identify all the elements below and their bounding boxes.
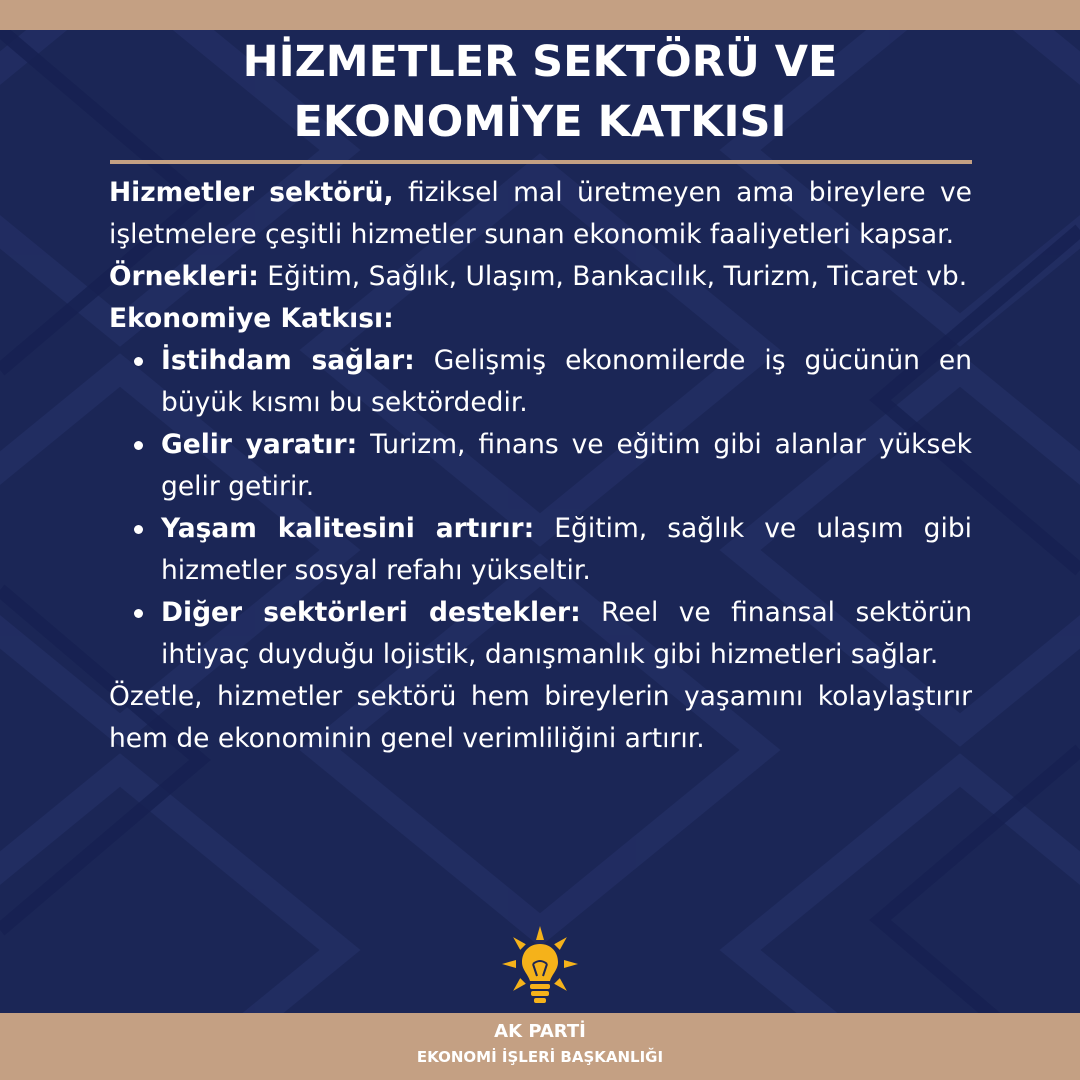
content-body xyxy=(109,172,972,760)
top-accent-bar xyxy=(0,0,1080,30)
list-item xyxy=(161,424,972,508)
footer-subtitle: EKONOMİ İŞLERİ BAŞKANLIĞI xyxy=(416,1048,664,1066)
list-item-bold: Diğer sektörleri destekler: xyxy=(161,597,581,628)
title-divider xyxy=(110,160,972,164)
list-item xyxy=(161,592,972,676)
footer-title: AK PARTİ xyxy=(494,1021,586,1042)
list-item xyxy=(161,508,972,592)
list-item-text: Eğitim, sağlık ve ulaşım gibi hizmetler sosyal refahı yükseltir. xyxy=(161,513,973,586)
intro-paragraph xyxy=(109,172,972,256)
footer-bar xyxy=(0,1013,1080,1080)
list-item-text: Turizm, finans ve eğitim gibi alanlar yüksek gelir getirir. xyxy=(161,429,972,502)
list-item-text: Gelişmiş ekonomilerde iş gücünün en büyük kısmı bu sektördedir. xyxy=(161,345,972,418)
examples-bold: Örnekleri: xyxy=(109,261,259,292)
contribution-heading: Ekonomiye Katkısı: xyxy=(109,303,394,334)
lightbulb-icon xyxy=(497,924,583,1010)
list-item-bold: İstihdam sağlar: xyxy=(161,345,415,376)
examples-text: Eğitim, Sağlık, Ulaşım, Bankacılık, Turizm, Ticaret vb. xyxy=(258,261,968,292)
page-title xyxy=(0,32,1080,152)
list-item-text: Reel ve finansal sektörün ihtiyaç duyduğu lojistik, danışmanlık gibi hizmetleri sağlar. xyxy=(161,597,972,670)
list-item-bold: Gelir yaratır: xyxy=(161,429,358,460)
list-item xyxy=(161,340,972,424)
list-item-bold: Yaşam kalitesini artırır: xyxy=(161,513,535,544)
intro-bold: Hizmetler sektörü, xyxy=(109,177,394,208)
title-line-2: EKONOMİYE KATKISI xyxy=(293,97,787,147)
examples-paragraph xyxy=(109,256,972,298)
title-line-1: HİZMETLER SEKTÖRÜ VE xyxy=(242,37,838,87)
intro-text: fiziksel mal üretmeyen ama bireylere ve işletmelere çeşitli hizmetler sunan ekonomik faaliyetleri kapsar. xyxy=(109,177,972,250)
summary-paragraph: Özetle, hizmetler sektörü hem bireylerin yaşamını kolaylaştırır hem de ekonominin genel verimliliğini artırır. xyxy=(109,681,972,754)
contribution-list xyxy=(109,340,972,676)
